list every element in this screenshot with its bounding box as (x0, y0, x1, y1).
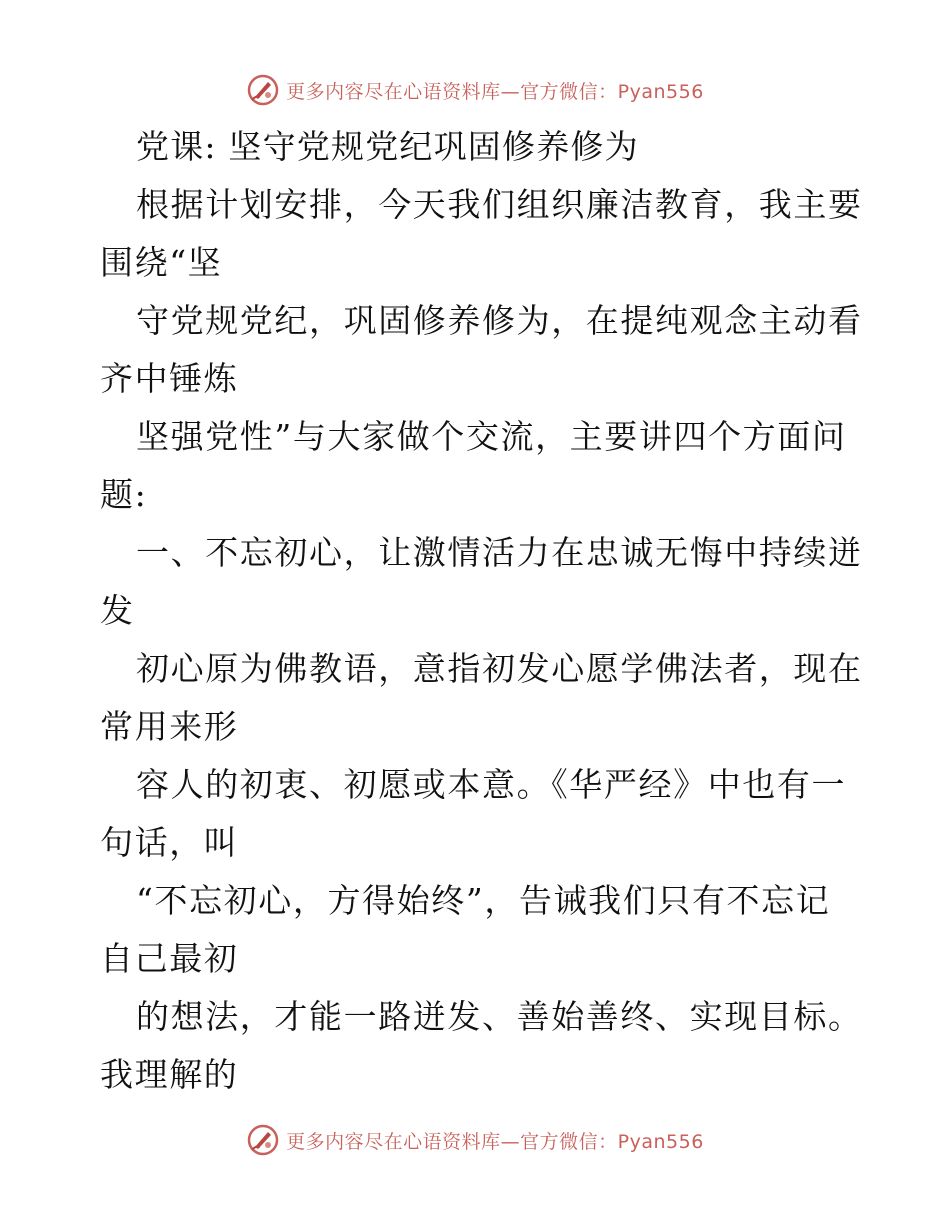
document-title: 党课: 坚守党规党纪巩固修养修为 (136, 127, 639, 166)
header-banner (0, 70, 950, 110)
paragraph-line: 我理解的 (100, 1055, 239, 1094)
paragraph-line: 坚强党性”与大家做个交流，主要讲四个方面问 (136, 417, 847, 456)
paragraph-line: 题: (100, 475, 148, 514)
paragraph-line: 自己最初 (100, 939, 239, 978)
paragraph-line: 守党规党纪，巩固修养修为，在提纯观念主动看 (136, 301, 863, 340)
paragraph-line: “不忘初心，方得始终”，告诫我们只有不忘记 (136, 881, 831, 920)
paragraph-line: 根据计划安排，今天我们组织廉洁教育，我主要 (136, 185, 863, 224)
section-heading-line: 发 (100, 591, 135, 630)
quill-seal-icon (246, 1123, 280, 1157)
header-banner-text: 更多内容尽在心语资料库—官方微信：Pyan556 (286, 80, 704, 103)
paragraph-line: 初心原为佛教语，意指初发心愿学佛法者，现在 (136, 649, 863, 688)
footer-banner (0, 1120, 950, 1160)
paragraph-line: 的想法，才能一路迸发、善始善终、实现目标。 (136, 997, 863, 1036)
paragraph-line: 常用来形 (100, 707, 239, 746)
quill-seal-icon (246, 73, 280, 107)
paragraph-line: 句话，叫 (100, 823, 239, 862)
paragraph-line: 容人的初衷、初愿或本意。《华严经》中也有一 (136, 765, 847, 804)
footer-banner-text: 更多内容尽在心语资料库—官方微信：Pyan556 (286, 1130, 704, 1153)
document-body (100, 118, 863, 1104)
paragraph-line: 围绕“坚 (100, 243, 223, 282)
section-heading-line: 一、不忘初心，让激情活力在忠诚无悔中持续迸 (136, 533, 863, 572)
paragraph-line: 齐中锤炼 (100, 359, 239, 398)
